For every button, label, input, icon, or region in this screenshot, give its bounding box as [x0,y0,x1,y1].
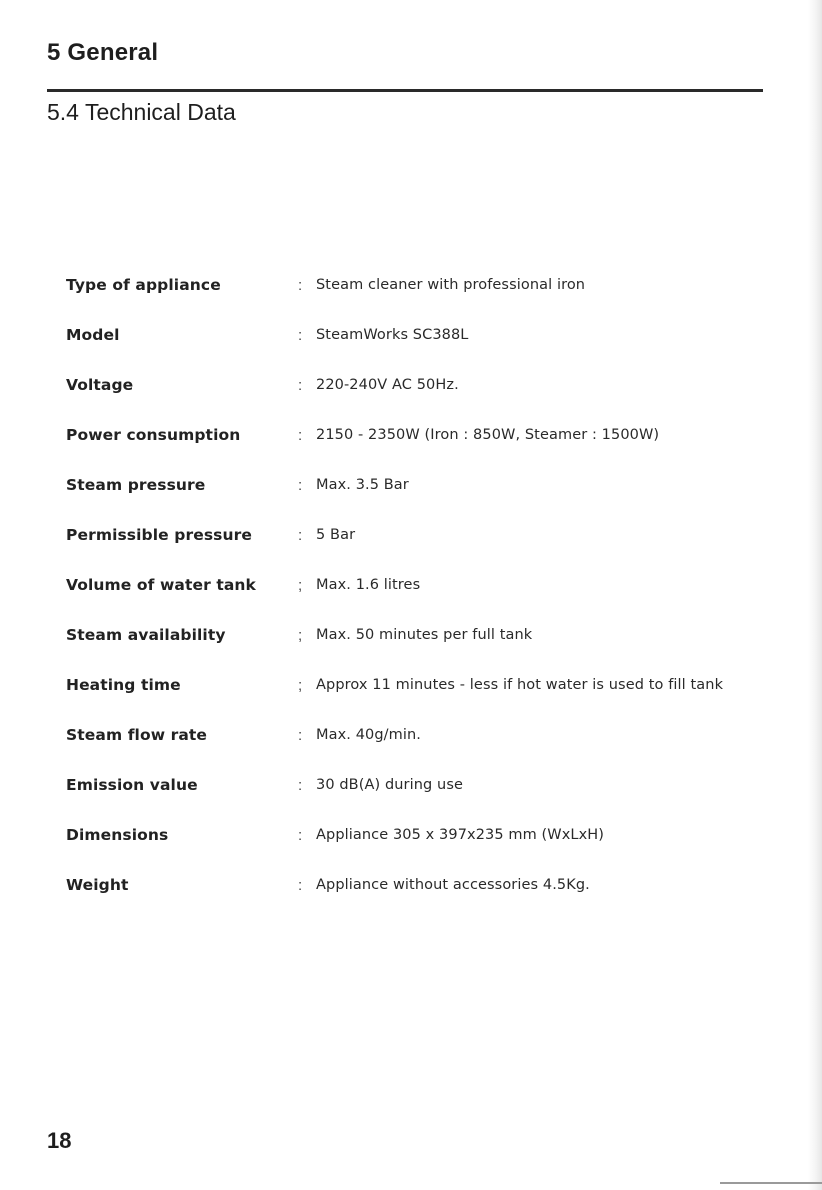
spec-value: 5 Bar [316,527,356,543]
spec-value: 220-240V AC 50Hz. [316,377,459,393]
spec-separator: : [298,377,303,394]
spec-separator: : [298,427,303,444]
page-number: 18 [47,1128,72,1153]
spec-label: Steam pressure [66,476,206,494]
spec-value: Appliance 305 x 397x235 mm (WxLxH) [316,827,605,843]
spec-label: Weight [66,876,129,894]
spec-row-permissible-pressure [0,526,822,576]
spec-separator: : [298,877,303,894]
spec-value: Max. 1.6 litres [316,577,421,593]
spec-separator: : [298,727,303,744]
subsection-title: 5.4 Technical Data [47,99,236,125]
spec-label: Voltage [66,376,134,394]
spec-row-model [0,326,822,376]
spec-separator: : [298,477,303,494]
spec-row-heating-time [0,676,822,726]
spec-label: Volume of water tank [66,576,256,594]
spec-separator: : [298,777,303,794]
spec-value: Max. 3.5 Bar [316,477,409,493]
spec-value: 30 dB(A) during use [316,777,464,793]
spec-label: Heating time [66,676,181,694]
spec-row-steam-flow-rate [0,726,822,776]
spec-label: Emission value [66,776,198,794]
spec-row-steam-pressure [0,476,822,526]
spec-separator: ; [298,627,303,644]
spec-row-dimensions [0,826,822,876]
page-edge-line [720,1182,822,1184]
spec-row-power-consumption [0,426,822,476]
spec-label: Power consumption [66,426,241,444]
spec-separator: : [298,277,303,294]
spec-separator: ; [298,577,303,594]
spec-separator: : [298,827,303,844]
spec-label: Steam availability [66,626,226,644]
technical-data-list [0,276,822,926]
spec-value: Approx 11 minutes - less if hot water is used to fill tank [316,677,724,693]
spec-label: Permissible pressure [66,526,252,544]
spec-separator: ; [298,677,303,694]
spec-separator: : [298,527,303,544]
section-title: 5 General [47,39,159,66]
spec-row-type-of-appliance [0,276,822,326]
spec-label: Type of appliance [66,276,221,294]
spec-label: Dimensions [66,826,169,844]
spec-value: 2150 - 2350W (Iron : 850W, Steamer : 1500W) [316,427,660,443]
spec-separator: : [298,327,303,344]
spec-value: Max. 50 minutes per full tank [316,627,533,643]
spec-row-emission-value [0,776,822,826]
header-divider [47,89,763,92]
spec-value: SteamWorks SC388L [316,327,469,343]
spec-value: Appliance without accessories 4.5Kg. [316,877,590,893]
spec-row-voltage [0,376,822,426]
spec-row-weight [0,876,822,926]
spec-value: Steam cleaner with professional iron [316,277,586,293]
spec-label: Steam flow rate [66,726,208,744]
spec-row-steam-availability [0,626,822,676]
spec-value: Max. 40g/min. [316,727,421,743]
spec-row-volume-of-water-tank [0,576,822,626]
spec-label: Model [66,326,120,344]
